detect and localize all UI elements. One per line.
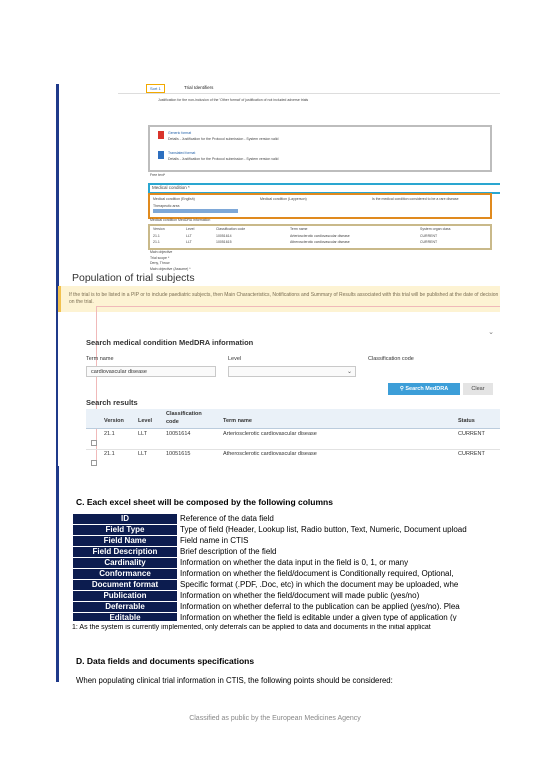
section-c-footnote: 1: As the system is currently implemented, only deferrals can be applied to data and documents in the initial applicat — [72, 624, 431, 631]
doc-file-icon — [158, 151, 164, 159]
search-results-heading: Search results — [86, 398, 138, 407]
section-d-paragraph: When populating clinical trial information in CTIS, the following points should be considered: — [76, 676, 393, 685]
file-upload-box — [148, 125, 492, 172]
cell-status: CURRENT — [458, 431, 485, 437]
level-label: Level — [228, 356, 242, 362]
table-row — [73, 536, 468, 547]
pdf-file-icon — [158, 131, 164, 139]
term-name-label: Term name — [86, 356, 114, 362]
results-table-header — [86, 409, 500, 429]
mc-th-soc: System organ class — [420, 227, 451, 231]
magnifier-icon: ⚲ — [399, 386, 404, 392]
section-c-heading: C. Each excel sheet will be composed by the following columns — [76, 497, 333, 507]
free-text-label: Free text* — [150, 173, 166, 177]
columns-table — [72, 513, 468, 621]
population-title: Population of trial subjects — [72, 272, 195, 284]
medical-condition-fields-box — [148, 193, 492, 219]
file1-name[interactable]: Generic format — [168, 131, 192, 135]
row-checkbox[interactable] — [91, 460, 97, 466]
col-key: Publication — [73, 591, 178, 602]
col-desc: Reference of the data field — [180, 514, 274, 523]
file1-meta: Details - Justification for the Protocol submission - System version valid — [168, 137, 279, 141]
cell-level: LLT — [138, 431, 148, 437]
col-desc: Information on whether the data input in the field is 0, 1, or many — [180, 558, 409, 567]
col-key: Deferrable — [73, 602, 178, 613]
mc-r2-status: CURRENT — [420, 240, 438, 244]
chevron-down-icon[interactable]: ⌄ — [488, 329, 494, 336]
cell-code: 10051615 — [166, 451, 191, 457]
cell-level: LLT — [138, 451, 148, 457]
col-desc: Field name in CTIS — [180, 536, 249, 545]
col-key: Cardinality — [73, 558, 178, 569]
table-row[interactable] — [86, 429, 500, 450]
table-row — [73, 525, 468, 536]
mc-r1-status: CURRENT — [420, 234, 438, 238]
col-key: Field Type — [73, 525, 178, 536]
main-objective: Main objective — [150, 250, 173, 254]
clear-button[interactable]: Clear — [463, 383, 493, 395]
mc-r1-version: 21.1 — [153, 234, 160, 238]
mc-r2-version: 21.1 — [153, 240, 160, 244]
mc-col1: Medical condition (English) — [153, 197, 195, 201]
col-desc: Type of field (Header, Lookup list, Radio button, Text, Numeric, Document upload — [180, 525, 467, 534]
th-level: Level — [138, 418, 153, 424]
therapeutic-area: Therapeutic area — [153, 204, 180, 208]
mc-col3: Is the medical condition considered to be a rare disease — [372, 197, 459, 201]
notification-line: Justification for the non-inclusion of the 'Other format' of justification of not included adverse trials — [158, 98, 309, 102]
th-classification: Classification code — [166, 411, 202, 425]
mc-meddra-table — [148, 224, 492, 250]
th-version: Version — [104, 418, 124, 424]
cell-version: 21.1 — [104, 451, 115, 457]
mc-th-level: Level — [186, 227, 195, 231]
screenshot-header — [118, 82, 500, 94]
section-d-heading: D. Data fields and documents specifications — [76, 656, 255, 666]
classification-code-label: Classification code — [368, 356, 414, 362]
therapeutic-area-value[interactable] — [153, 209, 238, 213]
cell-status: CURRENT — [458, 451, 485, 457]
mc-r1-term: Arteriosclerotic cardiovascular disease — [290, 234, 350, 238]
trial-identifiers-screenshot — [118, 82, 500, 272]
search-meddra-heading: Search medical condition MedDRA information — [86, 338, 254, 347]
col-key: Field Description — [73, 547, 178, 558]
col-key: Editable — [73, 613, 178, 622]
table-row — [73, 547, 468, 558]
mc-r2-code: 10051615 — [216, 240, 232, 244]
mc-th-version: Version — [153, 227, 165, 231]
cell-term: Atherosclerotic cardiovascular disease — [223, 451, 317, 457]
mc-col2: Medical condition (Layperson) — [260, 197, 307, 201]
mc-th-code: Classification code — [216, 227, 246, 231]
mc-r2-term: Atherosclerotic cardiovascular disease — [290, 240, 350, 244]
term-name-input[interactable]: cardiovascular disease — [86, 366, 216, 377]
col-desc: Specific format (.PDF, .Doc, etc) in which the document may be uploaded, whe — [180, 580, 459, 589]
col-desc: Information on whether the field/document is Conditionally required, Optional, — [180, 569, 454, 578]
main-objective-disclosure: Main objective (Assume) * — [150, 267, 191, 271]
mc-r1-code: 10051614 — [216, 234, 232, 238]
medical-condition-label: Medical condition * — [152, 185, 190, 190]
col-desc: Brief description of the field — [180, 547, 277, 556]
mc-th-term: Term name — [290, 227, 308, 231]
columns-table-wrapper — [72, 513, 500, 621]
search-meddra-button[interactable] — [388, 383, 460, 395]
cell-term: Arteriosclerotic cardiovascular disease — [223, 431, 317, 437]
pip-notice-text: If the trial is to be listed in a PIP or to include paediatric subjects, then Main Characteristics, Notifications and Summary of Results associated with this trial will be published at the date of decision on the trial. — [69, 292, 499, 305]
population-screenshot — [58, 286, 500, 466]
table-row — [73, 514, 468, 525]
select-chevron-icon: ⌄ — [346, 369, 352, 375]
table-row[interactable] — [86, 449, 500, 466]
mc-r2-level: LLT — [186, 240, 192, 244]
section-tab[interactable]: Sort 1 — [146, 84, 165, 93]
classification-footer: Classified as public by the European Medicines Agency — [189, 715, 361, 722]
mc-meddra-label: Medical condition MedDRA information — [150, 218, 211, 222]
col-key: Conformance — [73, 569, 178, 580]
screenshot-title: Trial Identifiers — [184, 85, 214, 90]
col-desc: Information on whether deferral to the publication can be applied (yes/no). Plea — [180, 602, 460, 611]
file2-meta: Details - Justification for the Protocol submission - System version valid — [168, 157, 279, 161]
level-select[interactable] — [228, 366, 356, 377]
trial-scope: Trial scope * — [150, 256, 170, 260]
th-term-name: Term name — [223, 418, 252, 424]
col-desc: Information on whether the field is editable under a given type of application (y — [180, 613, 457, 621]
col-key: ID — [73, 514, 178, 525]
search-meddra-label: Search MedDRA — [405, 386, 449, 392]
mc-r1-level: LLT — [186, 234, 192, 238]
table-row — [73, 569, 468, 580]
th-status: Status — [458, 418, 475, 424]
table-row — [73, 580, 468, 591]
col-desc: Information on whether the field/document will made public (yes/no) — [180, 591, 420, 600]
table-row — [73, 613, 468, 622]
cell-version: 21.1 — [104, 431, 115, 437]
cell-code: 10051614 — [166, 431, 191, 437]
row-checkbox[interactable] — [91, 440, 97, 446]
table-row — [73, 591, 468, 602]
col-key: Document format — [73, 580, 178, 591]
table-row — [73, 602, 468, 613]
table-row — [73, 558, 468, 569]
trial-scope-value: Deny, Throw — [150, 261, 170, 265]
file2-name[interactable]: Translated format — [168, 151, 196, 155]
col-key: Field Name — [73, 536, 178, 547]
